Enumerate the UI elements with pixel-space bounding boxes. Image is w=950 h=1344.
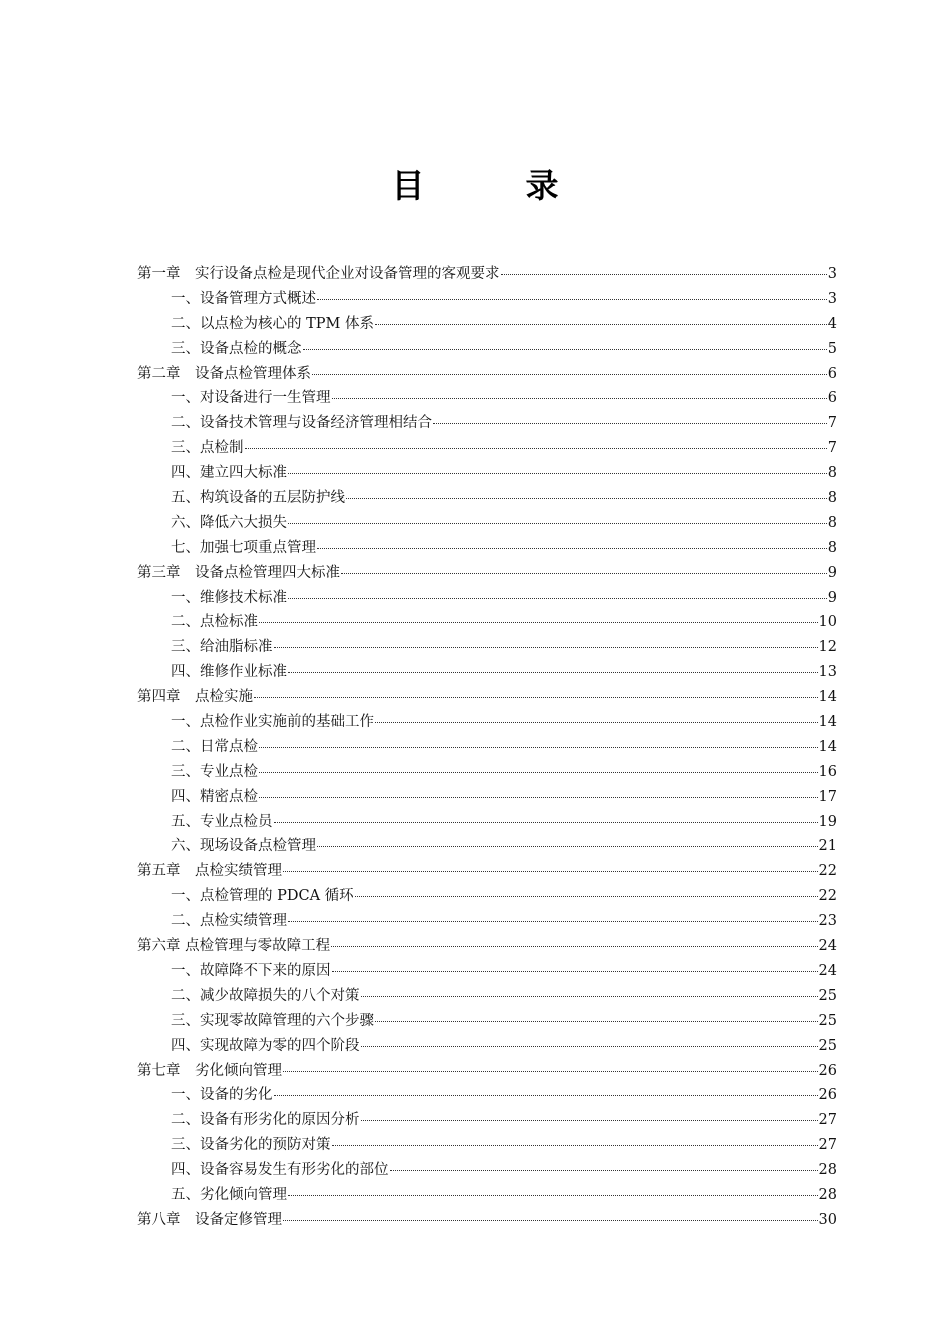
dot-leader <box>283 1071 818 1072</box>
toc-section-entry[interactable] <box>137 1034 837 1059</box>
toc-page-number: 13 <box>818 664 837 681</box>
dot-leader <box>355 896 818 897</box>
toc-entry-title: 四、实现故障为零的四个阶段 <box>171 1037 360 1054</box>
toc-entry-title: 二、点检标准 <box>171 614 258 631</box>
dot-leader <box>375 324 827 325</box>
toc-page-number: 27 <box>818 1137 837 1154</box>
toc-section-entry[interactable] <box>137 710 837 735</box>
toc-section-entry[interactable] <box>137 1158 837 1183</box>
toc-section-entry[interactable] <box>137 884 837 909</box>
toc-page-number: 8 <box>827 490 837 507</box>
dot-leader <box>332 971 818 972</box>
dot-leader <box>288 1195 818 1196</box>
toc-entry-title: 第四章 点检实施 <box>137 689 253 706</box>
toc-page-number: 5 <box>827 340 837 357</box>
toc-entry-title: 一、点检作业实施前的基础工作 <box>171 714 374 731</box>
dot-leader <box>390 1170 818 1171</box>
dot-leader <box>288 921 818 922</box>
toc-page-number: 23 <box>818 913 837 930</box>
toc-entry-title: 三、设备劣化的预防对策 <box>171 1137 331 1154</box>
dot-leader <box>288 598 827 599</box>
toc-page-number: 9 <box>827 589 837 606</box>
dot-leader <box>361 1120 818 1121</box>
toc-section-entry[interactable] <box>137 1183 837 1208</box>
toc-page-number: 24 <box>818 962 837 979</box>
dot-leader <box>317 299 827 300</box>
dot-leader <box>303 349 827 350</box>
toc-entry-title: 四、设备容易发生有形劣化的部位 <box>171 1162 389 1179</box>
toc-page-number: 25 <box>818 1012 837 1029</box>
toc-page-number: 7 <box>827 440 837 457</box>
dot-leader <box>361 996 818 997</box>
dot-leader <box>361 1046 818 1047</box>
toc-page-number: 21 <box>818 838 837 855</box>
toc-page-number: 25 <box>818 987 837 1004</box>
toc-page-number: 16 <box>818 763 837 780</box>
toc-entry-title: 二、设备有形劣化的原因分析 <box>171 1112 360 1129</box>
toc-page-number: 8 <box>827 514 837 531</box>
toc-entry-title: 四、建立四大标准 <box>171 465 287 482</box>
toc-page-number: 28 <box>818 1162 837 1179</box>
toc-page-number: 25 <box>818 1037 837 1054</box>
toc-section-entry[interactable] <box>137 785 837 810</box>
toc-page-number: 26 <box>818 1062 837 1079</box>
toc-entry-title: 三、专业点检 <box>171 763 258 780</box>
dot-leader <box>317 846 818 847</box>
toc-section-entry[interactable] <box>137 610 837 635</box>
toc-chapter-entry[interactable] <box>137 362 837 387</box>
dot-leader <box>312 374 827 375</box>
toc-section-entry[interactable] <box>137 735 837 760</box>
toc-entry-title: 第八章 设备定修管理 <box>137 1211 282 1228</box>
toc-page-number: 17 <box>818 788 837 805</box>
toc-page-number: 9 <box>827 564 837 581</box>
page-title: 目 录 <box>391 166 593 205</box>
toc-section-entry[interactable] <box>137 586 837 611</box>
toc-entry-title: 一、设备管理方式概述 <box>171 290 316 307</box>
toc-entry-title: 一、设备的劣化 <box>171 1087 273 1104</box>
dot-leader <box>274 647 818 648</box>
dot-leader <box>274 822 818 823</box>
toc-section-entry[interactable] <box>137 486 837 511</box>
toc-section-entry[interactable] <box>137 536 837 561</box>
toc-page-number: 22 <box>818 863 837 880</box>
toc-page-number: 26 <box>818 1087 837 1104</box>
toc-section-entry[interactable] <box>137 337 837 362</box>
toc-page-number: 19 <box>818 813 837 830</box>
toc-page-number: 12 <box>818 639 837 656</box>
toc-entry-title: 七、加强七项重点管理 <box>171 539 316 556</box>
toc-entry-title: 三、给油脂标准 <box>171 639 273 656</box>
toc-page-number: 14 <box>818 738 837 755</box>
toc-chapter-entry[interactable] <box>137 262 837 287</box>
toc-section-entry[interactable] <box>137 411 837 436</box>
toc-page-number: 3 <box>827 290 837 307</box>
toc-entry-title: 二、点检实绩管理 <box>171 913 287 930</box>
dot-leader <box>283 1220 818 1221</box>
toc-entry-title: 三、实现零故障管理的六个步骤 <box>171 1012 374 1029</box>
dot-leader <box>346 498 827 499</box>
toc-chapter-entry[interactable] <box>137 1059 837 1084</box>
toc-entry-title: 第三章 设备点检管理四大标准 <box>137 564 340 581</box>
toc-page-number: 7 <box>827 415 837 432</box>
toc-entry-title: 三、设备点检的概念 <box>171 340 302 357</box>
dot-leader <box>259 772 818 773</box>
toc-entry-title: 第五章 点检实绩管理 <box>137 863 282 880</box>
toc-entry-title: 二、日常点检 <box>171 738 258 755</box>
toc-entry-title: 第一章 实行设备点检是现代企业对设备管理的客观要求 <box>137 266 500 282</box>
toc-page-number: 3 <box>827 266 837 282</box>
toc-section-entry[interactable] <box>137 834 837 859</box>
toc-section-entry[interactable] <box>137 1009 837 1034</box>
toc-entry-title: 五、专业点检员 <box>171 813 273 830</box>
dot-leader <box>375 1021 818 1022</box>
toc-entry-title: 三、点检制 <box>171 440 244 457</box>
toc-chapter-entry[interactable] <box>137 685 837 710</box>
toc-section-entry[interactable] <box>137 959 837 984</box>
toc-chapter-entry[interactable] <box>137 1208 837 1233</box>
toc-page-number: 4 <box>827 315 837 332</box>
toc-entry-title: 第二章 设备点检管理体系 <box>137 365 311 382</box>
toc-section-entry[interactable] <box>137 1083 837 1108</box>
toc-page-number: 28 <box>818 1186 837 1203</box>
dot-leader <box>245 448 827 449</box>
toc-entry-title: 一、对设备进行一生管理 <box>171 390 331 407</box>
toc-section-entry[interactable] <box>137 386 837 411</box>
toc-section-entry[interactable] <box>137 1108 837 1133</box>
toc-page-number: 8 <box>827 539 837 556</box>
toc-entry-title: 六、现场设备点检管理 <box>171 838 316 855</box>
dot-leader <box>288 523 827 524</box>
toc-section-entry[interactable] <box>137 760 837 785</box>
toc-page-number: 10 <box>818 614 837 631</box>
toc-entry-title: 四、维修作业标准 <box>171 664 287 681</box>
toc-entry-title: 五、构筑设备的五层防护线 <box>171 490 345 507</box>
dot-leader <box>433 423 827 424</box>
toc-page-number: 6 <box>827 390 837 407</box>
toc-section-entry[interactable] <box>137 984 837 1009</box>
toc-section-entry[interactable] <box>137 436 837 461</box>
dot-leader <box>259 747 818 748</box>
toc-section-entry[interactable] <box>137 660 837 685</box>
toc-entry-title: 第六章 点检管理与零故障工程 <box>137 938 331 955</box>
toc-section-entry[interactable] <box>137 461 837 486</box>
dot-leader <box>254 697 818 698</box>
dot-leader <box>501 274 827 275</box>
toc-page-number: 14 <box>818 689 837 706</box>
dot-leader <box>259 622 818 623</box>
toc-section-entry[interactable] <box>137 287 837 312</box>
toc-section-entry[interactable] <box>137 1133 837 1158</box>
table-of-contents <box>137 262 837 1233</box>
toc-page-number: 6 <box>827 365 837 382</box>
toc-entry-title: 一、维修技术标准 <box>171 589 287 606</box>
toc-page-number: 8 <box>827 465 837 482</box>
dot-leader <box>332 1145 818 1146</box>
toc-entry-title: 二、减少故障损失的八个对策 <box>171 987 360 1004</box>
dot-leader <box>259 797 818 798</box>
dot-leader <box>341 573 827 574</box>
toc-page-number: 14 <box>818 714 837 731</box>
toc-section-entry[interactable] <box>137 909 837 934</box>
dot-leader <box>288 473 827 474</box>
dot-leader <box>274 1095 818 1096</box>
toc-page-number: 30 <box>818 1211 837 1228</box>
dot-leader <box>375 722 818 723</box>
toc-page-number: 27 <box>818 1112 837 1129</box>
toc-page-number: 22 <box>818 888 837 905</box>
toc-entry-title: 一、故障降不下来的原因 <box>171 962 331 979</box>
dot-leader <box>317 548 827 549</box>
toc-entry-title: 第七章 劣化倾向管理 <box>137 1062 282 1079</box>
dot-leader <box>331 946 817 947</box>
toc-chapter-entry[interactable] <box>137 934 837 959</box>
toc-entry-title: 二、设备技术管理与设备经济管理相结合 <box>171 415 432 432</box>
toc-page-number: 24 <box>818 938 837 955</box>
dot-leader <box>288 672 818 673</box>
toc-entry-title: 五、劣化倾向管理 <box>171 1186 287 1203</box>
toc-chapter-entry[interactable] <box>137 859 837 884</box>
toc-chapter-entry[interactable] <box>137 561 837 586</box>
toc-section-entry[interactable] <box>137 312 837 337</box>
dot-leader <box>332 398 827 399</box>
toc-entry-title: 四、精密点检 <box>171 788 258 805</box>
dot-leader <box>283 871 818 872</box>
toc-entry-title: 二、以点检为核心的 TPM 体系 <box>171 315 374 332</box>
toc-entry-title: 一、点检管理的 PDCA 循环 <box>171 888 354 905</box>
toc-section-entry[interactable] <box>137 511 837 536</box>
toc-entry-title: 六、降低六大损失 <box>171 514 287 531</box>
toc-section-entry[interactable] <box>137 635 837 660</box>
toc-section-entry[interactable] <box>137 810 837 835</box>
